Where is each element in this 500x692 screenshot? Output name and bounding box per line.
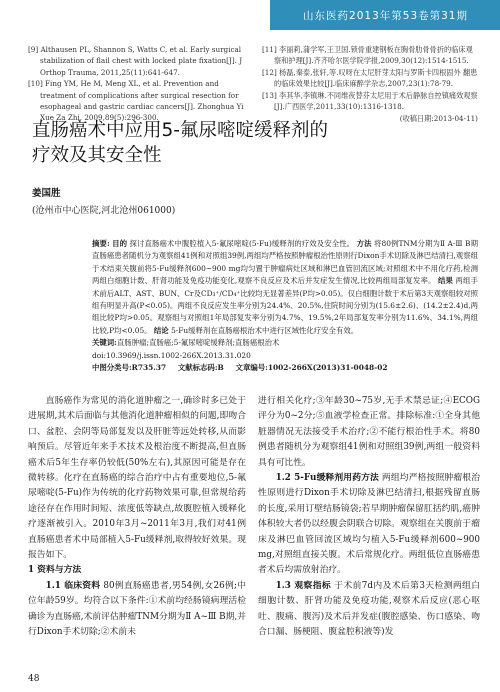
journal-header: 山东医药2013年第53卷第31期 [303,10,468,22]
conclusion-label: 结论 [153,325,169,335]
continued-paragraph: 进行相关化疗;③年龄30~75岁,无手术禁忌证;④ECOG评分为0~2分;⑤血液学检查正常。排除标准:①全身其他脏器情况无法接受手术治疗;②不能行根治性手术。将80例患者随机分为观察组41例和对照组39例,两组一般资料具有可比性。 [258,396,480,468]
subsection-1-1-label: 1.1 临床资料 [45,580,101,591]
result-label: 结果 [437,276,454,286]
abstract-body [92,238,478,337]
author: 姜国胜 [32,188,61,199]
subsection-1-2-label: 1.2 5-Fu缓释剂用药方法 [275,473,379,484]
conclusion-text: 5-Fu缓释剂在直肠癌根治术中进行区域性化疗安全有效。 [171,325,359,335]
subsection-1-1-text: 80例直肠癌患者,男54例,女26例;中位年龄59岁。均符合以下条件:①术前均经肠镜病理活检确诊为直肠癌,术前评估肿瘤TNM分期为Ⅱ A~Ⅲ B期,并行Dixon手术切除;②术前未 [28,580,247,638]
method-label: 方法 [356,239,372,248]
received-date: (收稿日期:2013-04-11) [399,114,478,124]
page-number: 48 [28,674,40,684]
subsection-1-2 [258,471,480,579]
body-column-right [258,394,480,641]
result-text: 两组手术前后ALT、AST、BUN、Cr及CD₃⁺/CD₄⁺比较均无显著差异(P均>0.05)。仅白细胞计数于术后第3天观察组较对照组有明显升高(P<0.05)。两组不良反应发生率分别为24.4%、20.5%,住院时间分别为(15.6±2.6)、(14.2±2.4)d,两组比较P均>0.05。观察组与对照组1年局部复发率分别为4.7%、19.5%,2年局部复发率分别为11.6%、34.1%,两组比较,P均<0.05。 [92,276,478,335]
intro-paragraph: 直肠癌作为常见的消化道肿瘤之一,确诊时多已处于进展期,其术后面临与其他消化道肿瘤相似的问题,即吻合口、盆腔、会阴等局部复发以及肝脏等远处转移,从而影响预后。尽管近年来手术技术及根治度不断提高,但直肠癌术后5年生存率仍较低(50%左右),其原因可能是存在微转移。化疗在直肠癌的综合治疗中占有重要地位,5-氟尿嘧啶(5-Fu)作为传统的化疗药物效果可靠,但常规给药途径存在作用时间短、浓度低等缺点,故腹腔植入缓释化疗逐渐被引入。2010年3月~2011年3月,我们对41例直肠癌患者术中局部植入5-Fu缓释剂,取得较好效果。现报告如下。 [28,396,246,561]
body-column-left [28,394,246,641]
title-line-2: 疗效及其安全性 [32,145,162,166]
subsection-1-1 [28,579,246,641]
subsection-1-3-label: 1.3 观察指标 [275,580,332,591]
abstract [92,238,478,374]
subsection-1-3-text: 于术前7d内及术后第3天检测两组白细胞计数、肝肾功能及免疫功能,观察术后反应(恶心呕吐、腹痛、腹泻)及术后并发症(腹腔感染、伤口感染、吻合口漏、肠梗阻、腹盆腔积液等)发 [258,580,481,638]
article-id: 文章编号:1002-266X(2013)31-0048-02 [235,363,388,373]
abstract-label: 摘要: [92,239,110,248]
document-code: 文献标志码:B [177,363,224,373]
section-heading: 1 资料与方法 [28,565,82,576]
clc-number: 中图分类号:R735.37 [92,363,167,373]
reference-13: [13] 李其华,李镇琳.不同维夜替芬太尼用于术后静脉自控镇痛效观察[J].广西医学,2011,33(10):1316-1318. [262,90,478,112]
references-right [262,44,478,125]
keywords-text: 直肠肿瘤;直肠癌;5-氟尿嘧啶缓释剂;直肠癌根治术 [116,338,280,348]
reference-10: [10] Fing YM, He M, Meng XL, et al. Prevention and treatment of complications after surgical resection for esophageal and gastric cardiac cancers[J]. Zhonghua Yi Xue Za Zhi, 2009,89(5):296-300. [28,79,244,123]
article-title [32,118,432,168]
objective-text: 探讨直肠癌术中腹腔植入5-氟尿嘧啶(5-Fu)缓释剂的疗效及安全性。 [129,239,355,248]
method-text: 将80例TNM分期为Ⅱ A-Ⅲ B期直肠癌患者随机分为观察组41例和对照组39例,两组均严格按照肿瘤根治性原则行Dixon手术切除及淋巴结清扫,观察组于术结束关腹前将5-Fu缓释剂600~900 mg均匀置于肿瘤病灶区域和淋巴血管回流区域;对照组术中不用化疗药,检测两组白细胞计数、肝肾功能及免疫功能变化,观察不良反应及术后并发症发生情况,比较两组局部复发率。 [92,239,478,286]
reference-9: [9] Althausen PL, Shannon S, Watts C, et al. Early surgical stabilization of flail chest with locked plate fixation[J]. J Orthop Trauma, 2011,25(11):641-647. [28,45,243,77]
reference-11: [11] 李丽莉,蒲学军,王卫国.锁骨重建钢板在胸骨肋骨骨折的临床观察和护理[J].齐齐哈尔医学院学报,2009,30(12):1514-1515. [262,45,473,66]
title-line-1: 直肠癌术中应用5-氟尿嘧啶缓释剂的 [32,120,328,141]
keywords [92,337,478,349]
affiliation: (沧州市中心医院,河北沧州061000) [32,206,176,216]
subsection-1-2-text: 两组均严格按照肿瘤根治性原则进行Dixon手术切除及淋巴结清扫,根据残留直肠的长度,采用订壁结肠镜袋;若早期肿瘤保留肛括约肌,癌肿体积较大者仍以经腹会阴联合切除。观察组在关腹前于瘤床及淋巴血管回流区域均匀植入5-Fu缓释剂600~900 mg,对照组直接关腹。术后常规化疗。两组低位直肠癌患者术后均需放射治疗。 [258,473,480,576]
keywords-label: 关键词: [92,338,117,348]
references-left [28,44,254,124]
doi: doi:10.3969/j.issn.1002-266X.2013.31.020 [92,350,251,360]
reference-12: [12] 杨磊,秦泰,张轩,等.叹呀在太尼肝芽太阳与罗斯卡四根固外 翻患的临床效果比较[J].临床麻醉学杂志,2007,23(1):78-79. [262,67,478,89]
objective-label: 目的 [112,239,128,248]
subsection-1-3 [258,579,480,641]
classification-line [92,362,478,374]
